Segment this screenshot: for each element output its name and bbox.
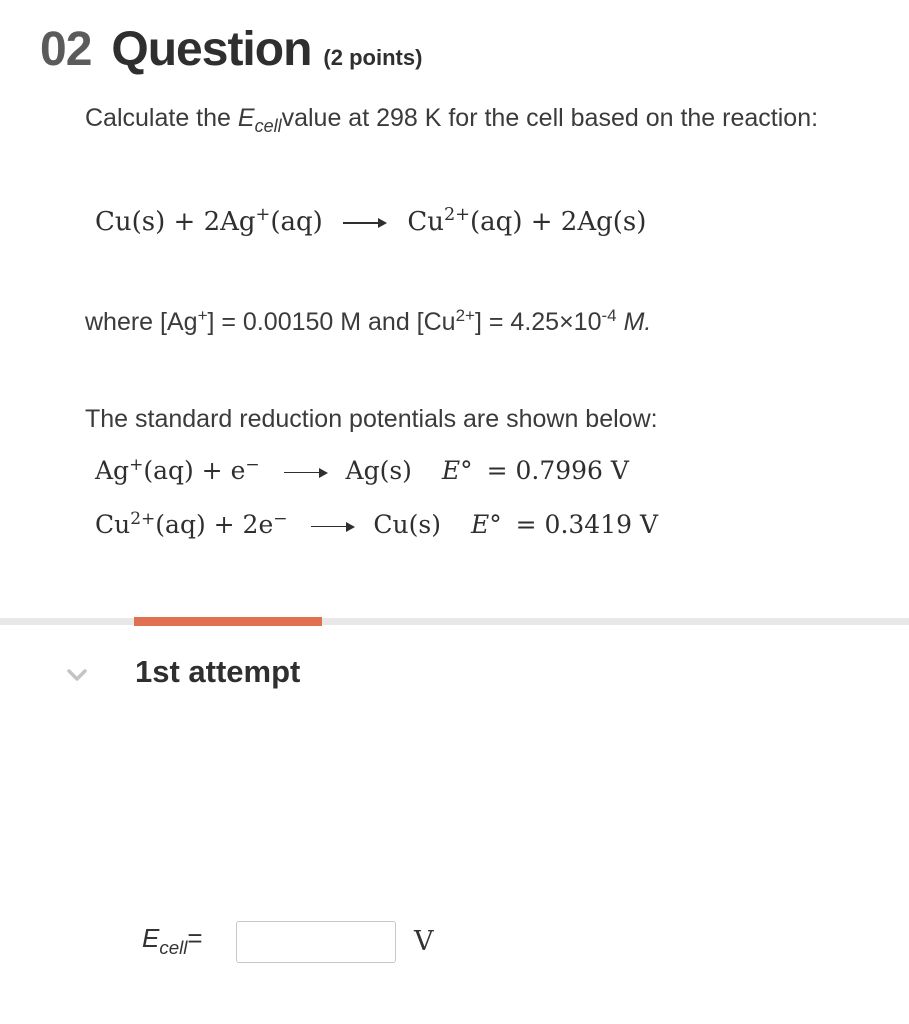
half-reaction-lhs: Cu bbox=[95, 510, 131, 539]
half-reaction-arrow-icon bbox=[311, 520, 355, 534]
chevron-down-icon-svg bbox=[66, 664, 88, 686]
half-reaction-silver bbox=[95, 456, 629, 485]
reaction-right-charge: 2+ bbox=[443, 205, 471, 226]
reaction-arrow-icon bbox=[343, 216, 387, 230]
conditions-part1: where [Ag bbox=[85, 308, 198, 336]
question-number: 02 bbox=[40, 23, 92, 76]
concentration-conditions bbox=[85, 305, 652, 337]
half-reaction-lhs-rest: (aq) + e bbox=[143, 456, 246, 485]
question-header bbox=[40, 22, 422, 82]
half-reaction-value: = 0.7996 V bbox=[486, 456, 629, 485]
half-reaction-lhs-charge: 2+ bbox=[130, 508, 156, 529]
half-reaction-lhs-rest: (aq) + 2e bbox=[155, 510, 274, 539]
question-title: Question bbox=[111, 23, 312, 76]
answer-label-equals: = bbox=[187, 923, 203, 953]
conditions-sup3: -4 bbox=[601, 305, 617, 325]
conditions-part2: ] = 0.00150 M and [Cu bbox=[207, 308, 456, 336]
question-points: (2 points) bbox=[323, 45, 423, 70]
potentials-intro: The standard reduction potentials are shown below: bbox=[85, 405, 658, 433]
reaction-right: Cu bbox=[407, 207, 444, 237]
half-reaction-arrow-icon bbox=[284, 466, 328, 480]
reaction-equation bbox=[95, 207, 646, 237]
ecell-answer-input[interactable] bbox=[236, 921, 396, 963]
half-reaction-product: Cu(s) bbox=[373, 510, 441, 539]
answer-unit: V bbox=[414, 926, 434, 957]
prompt-e-symbol: E bbox=[237, 104, 255, 132]
answer-label bbox=[142, 923, 203, 958]
reaction-left-charge: + bbox=[255, 205, 271, 226]
attempt-progress-accent bbox=[134, 617, 322, 626]
half-reaction-lhs: Ag bbox=[95, 456, 130, 485]
conditions-sup2: 2+ bbox=[455, 305, 475, 325]
half-reaction-copper bbox=[95, 510, 658, 539]
half-reaction-e-label: E° bbox=[441, 456, 473, 485]
half-reaction-electron-charge: − bbox=[245, 454, 260, 475]
half-reaction-product: Ag(s) bbox=[345, 456, 412, 485]
conditions-part3: ] = 4.25×10 bbox=[474, 308, 602, 336]
half-reaction-lhs-charge: + bbox=[129, 454, 144, 475]
conditions-part4: M. bbox=[623, 308, 652, 336]
prompt-pre: Calculate the bbox=[85, 104, 238, 132]
attempt-label[interactable]: 1st attempt bbox=[135, 654, 301, 689]
reaction-left: Cu(s) + 2Ag bbox=[95, 207, 256, 237]
question-prompt bbox=[85, 104, 819, 137]
answer-label-symbol: E bbox=[142, 923, 160, 953]
prompt-e-subscript: cell bbox=[254, 116, 282, 137]
half-reaction-value: = 0.3419 V bbox=[515, 510, 659, 539]
prompt-post: value at 298 K for the cell based on the reaction: bbox=[281, 104, 819, 132]
reaction-left-aq: (aq) bbox=[270, 207, 323, 237]
chevron-down-icon[interactable] bbox=[66, 664, 88, 686]
answer-label-subscript: cell bbox=[159, 936, 188, 958]
half-reaction-e-label: E° bbox=[470, 510, 502, 539]
conditions-sup1: + bbox=[197, 305, 208, 325]
reaction-right-rest: (aq) + 2Ag(s) bbox=[470, 207, 647, 237]
half-reaction-electron-charge: − bbox=[273, 508, 288, 529]
